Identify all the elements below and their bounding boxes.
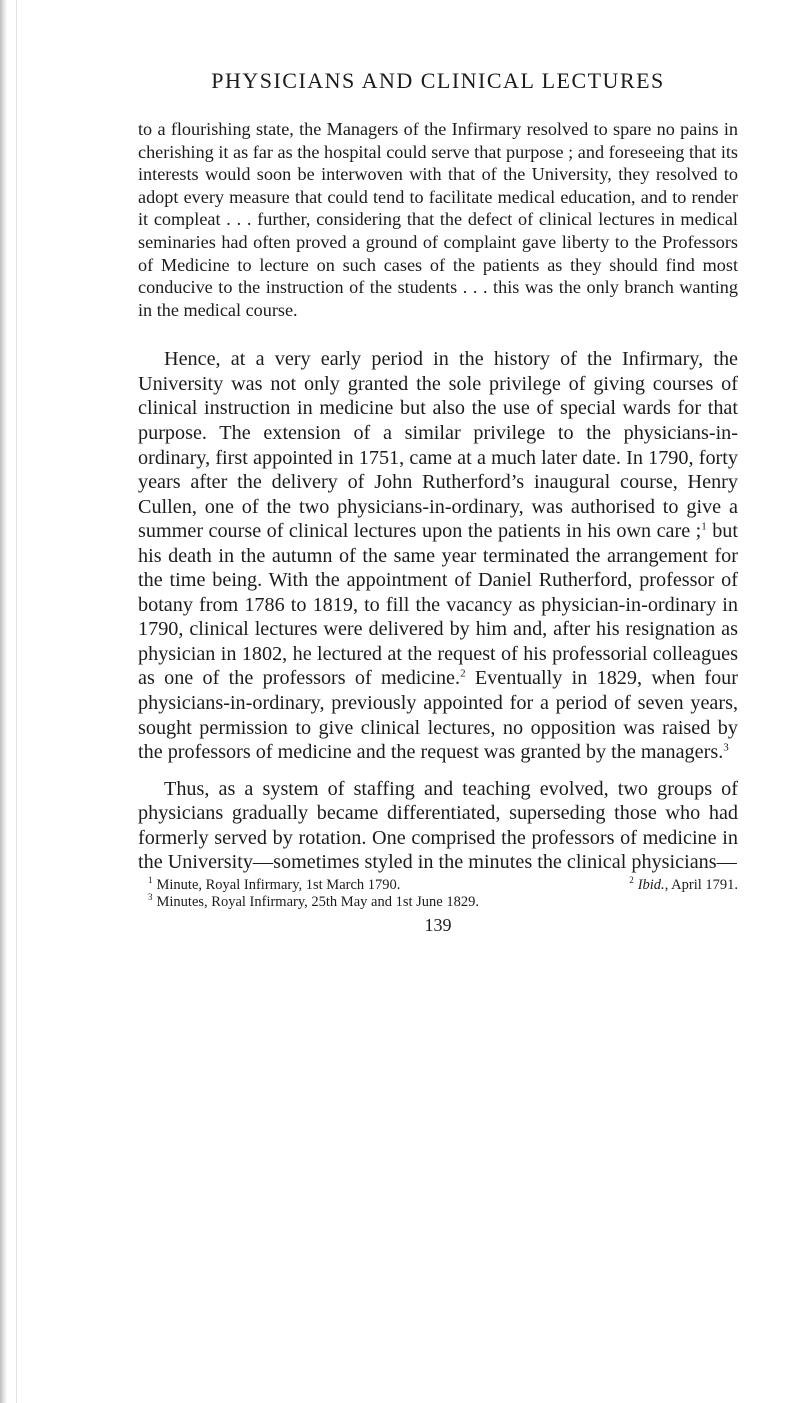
page-edge-line [16,0,17,1403]
footnote-3 [148,894,479,911]
footnote-2-text: , April 1791. [664,876,738,893]
body-paragraph-1 [138,347,738,764]
footnote-2 [629,877,738,894]
footnotes [138,877,738,911]
page-edge-shadow [0,0,7,1403]
footnote-ref-3: 3 [723,741,729,754]
footnote-ref-2: 2 [460,667,466,680]
footnote-3-mark: 3 [148,892,153,902]
footnote-row-1 [148,877,738,894]
footnote-1-mark: 1 [148,875,153,885]
footnote-2-ibid: Ibid. [637,876,665,893]
page-number: 139 [424,914,452,935]
paragraph-1-text-c: Eventually in 1829, when four physicians-in-ordinary, previously appointed for a period of seven years, sought permission to give clinical lectures, no opposition was raised by the professors of medicine and the request was granted by the managers. [138,667,738,764]
body-paragraph-2: Thus, as a system of staffing and teaching evolved, two groups of physicians gradually became differentiated, superseding those who had formerly served by rotation. One comprised the professors of medicine in the University—sometimes styled in the minutes the clinical physicians— [138,777,738,874]
footnote-1-text: Minute, Royal Infirmary, 1st March 1790. [156,876,401,893]
footnote-3-text: Minutes, Royal Infirmary, 25th May and 1st June 1829. [156,893,479,910]
paragraph-1-text-a: Hence, at a very early period in the history of the Infirmary, the University was not only granted the sole privilege of giving courses of clinical instruction in medicine but also the use of special wards for that purpose. The extension of a similar privilege to the physicians-in-ordinary, first appointed in 1751, came at a much later date. In 1790, forty years after the delivery of John Rutherford’s inaugural course, Henry Cullen, one of the two physicians-in-ordinary, was authorised to give a summer course of clinical lectures upon the patients in his own care ; [138,348,738,543]
footnote-1 [148,877,400,894]
book-page [138,68,738,936]
paragraph-1-text-b: but his death in the autumn of the same year terminated the arrangement for the time being. With the appointment of Daniel Rutherford, professor of botany from 1786 to 1819, to fill the vacancy as physician-in-ordinary in 1790, clinical lectures were delivered by him and, after his resignation as physician in 1802, he lectured at the request of his professorial colleagues as one of the professors of medicine. [138,520,739,690]
footnote-row-2 [148,894,738,911]
quoted-passage: to a flourishing state, the Managers of the Infirmary resolved to spare no pains in cherishing it as far as the hospital could serve that purpose ; and foreseeing that its interests would soon be interwoven with that of the University, they resolved to adopt every measure that could tend to facilitate medical education, and to render it compleat . . . further, considering that the defect of clinical lectures in medical seminaries had often proved a ground of complaint gave liberty to the Professors of Medicine to lecture on such cases of the patients as they should find most conducive to the instruction of the students . . . this was the only branch wanting in the medical course. [138,119,738,320]
footnote-2-mark: 2 [629,875,634,885]
footnote-ref-1: 1 [701,520,707,533]
running-head: PHYSICIANS AND CLINICAL LECTURES [211,68,665,93]
